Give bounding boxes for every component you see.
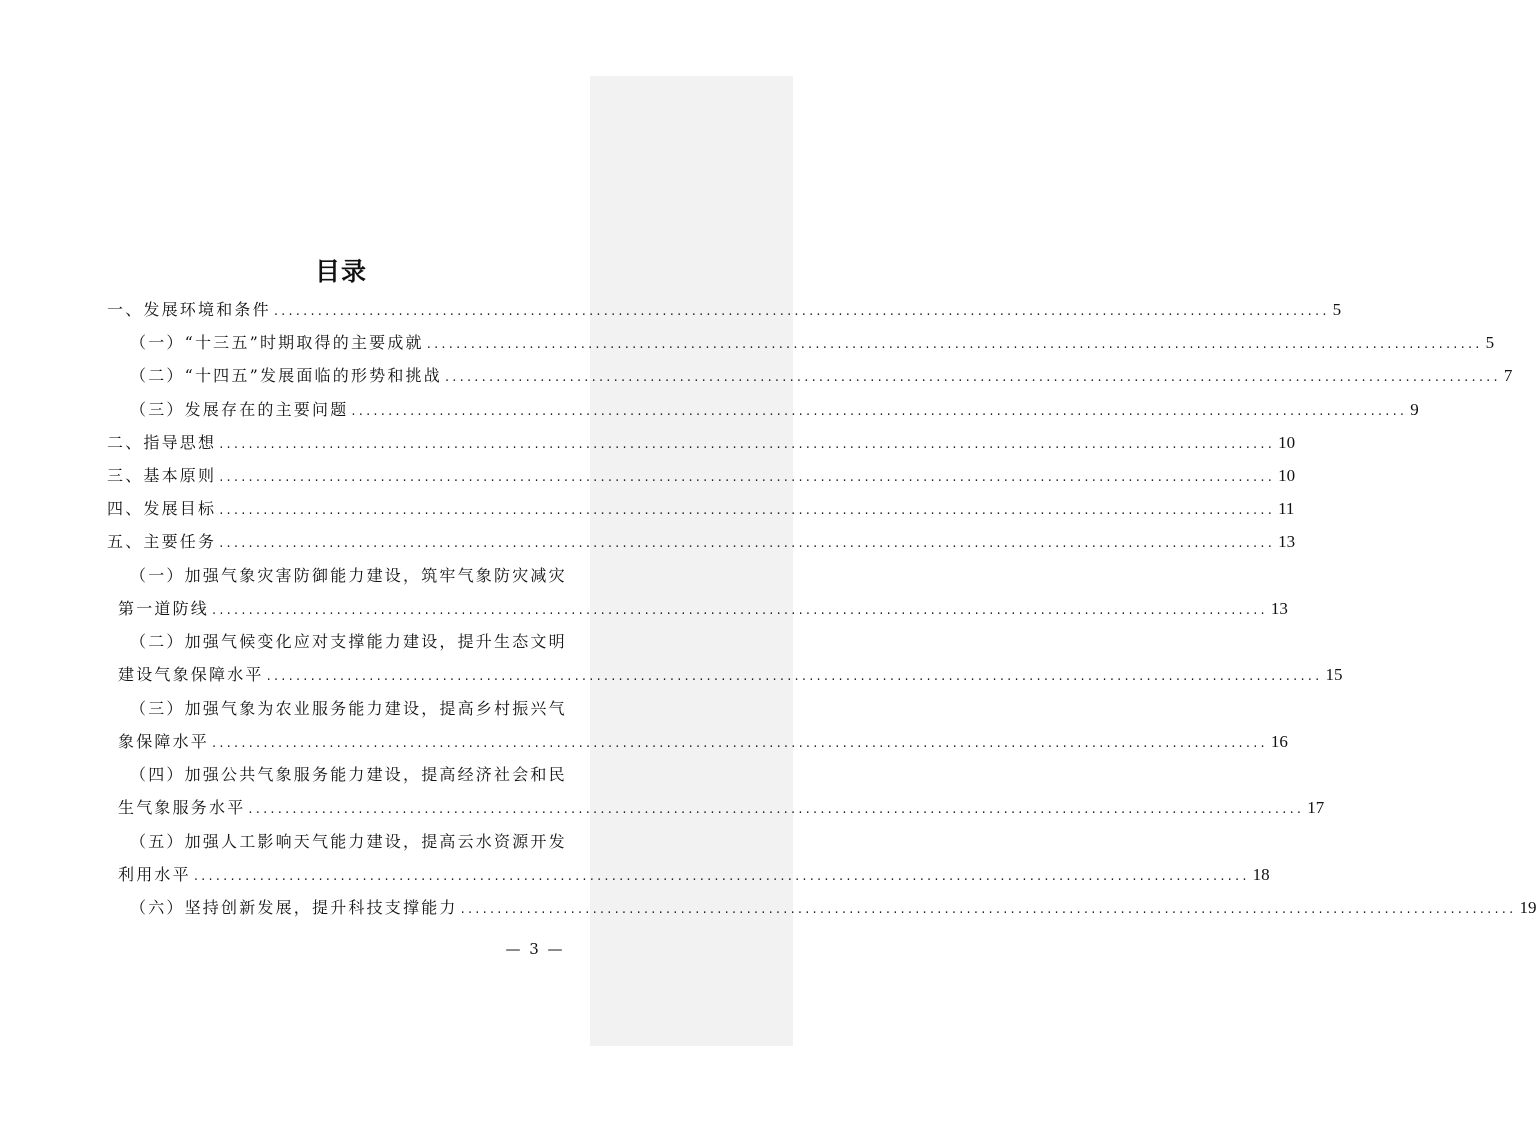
- toc-entry[interactable]: [107, 298, 1342, 322]
- toc-entry-label: 生气象服务水平: [118, 798, 246, 817]
- toc-entry-first-line[interactable]: （三）加强气象为农业服务能力建设，提高乡村振兴气: [130, 699, 567, 718]
- toc-entry-first-line[interactable]: （一）加强气象灾害防御能力建设，筑牢气象防灾减灾: [130, 566, 567, 585]
- toc-entry-page: 18: [1252, 865, 1270, 884]
- toc-entry-page: 10: [1278, 433, 1296, 452]
- toc-leader-dots: ................................................................................................................................................: [212, 603, 1268, 618]
- toc-entry-page: 13: [1270, 599, 1288, 618]
- toc-entry-label: 一、发展环境和条件: [107, 300, 271, 319]
- toc-leader-dots: ................................................................................................................................................: [219, 503, 1276, 518]
- toc-leader-dots: ................................................................................................................................................: [273, 304, 1330, 319]
- toc-entry[interactable]: [118, 796, 1325, 820]
- toc-entry-label: 建设气象保障水平: [118, 665, 264, 684]
- toc-entry[interactable]: [107, 464, 1296, 488]
- toc-entry-label: 利用水平: [118, 865, 191, 884]
- toc-entry-label: 三、基本原则: [107, 466, 217, 485]
- toc-entry[interactable]: [118, 663, 1343, 687]
- toc-entry-page: 11: [1278, 499, 1295, 518]
- toc-entry[interactable]: [118, 730, 1288, 754]
- toc-entry-label: （六）坚持创新发展，提升科技支撑能力: [130, 898, 458, 917]
- toc-entry-label: 四、发展目标: [107, 499, 217, 518]
- toc-entry-page: 15: [1325, 665, 1343, 684]
- toc-leader-dots: ................................................................................................................................................: [460, 902, 1517, 917]
- toc-entry-label: 二、指导思想: [107, 433, 217, 452]
- toc-entry-label: 五、主要任务: [107, 532, 217, 551]
- toc-entry-page: 9: [1410, 400, 1419, 419]
- toc-entry[interactable]: [107, 497, 1295, 521]
- toc-entry[interactable]: [118, 597, 1288, 621]
- toc-leader-dots: ................................................................................................................................................: [212, 736, 1268, 751]
- toc-leader-dots: ................................................................................................................................................: [444, 370, 1501, 385]
- toc-leader-dots: ................................................................................................................................................: [219, 470, 1276, 485]
- toc-entry-first-line[interactable]: （五）加强人工影响天气能力建设，提高云水资源开发: [130, 832, 567, 851]
- toc-entry-page: 13: [1278, 532, 1296, 551]
- toc-entry-first-line[interactable]: （四）加强公共气象服务能力建设，提高经济社会和民: [130, 765, 567, 784]
- toc-entry-page: 7: [1503, 366, 1513, 385]
- toc-leader-dots: ................................................................................................................................................: [219, 536, 1276, 551]
- toc-leader-dots: ................................................................................................................................................: [248, 802, 1305, 817]
- toc-entry-page: 10: [1278, 466, 1296, 485]
- toc-leader-dots: ................................................................................................................................................: [193, 869, 1250, 884]
- toc-entry-page: 5: [1485, 333, 1495, 352]
- toc-entry[interactable]: [130, 398, 1419, 422]
- toc-entry-page: 17: [1307, 798, 1325, 817]
- page-number: — 3 —: [505, 940, 565, 958]
- toc-entry[interactable]: [107, 530, 1296, 554]
- toc-leader-dots: ................................................................................................................................................: [266, 669, 1323, 684]
- toc-entry-label: 象保障水平: [118, 732, 210, 751]
- toc-entry[interactable]: [107, 431, 1296, 455]
- toc-entry[interactable]: [130, 364, 1513, 388]
- toc-entry-label: （二）“十四五”发展面临的形势和挑战: [130, 366, 442, 385]
- toc-entry-page: 5: [1332, 300, 1342, 319]
- toc-entry-page: 19: [1519, 898, 1536, 917]
- toc-title: 目录: [314, 257, 367, 286]
- toc-entry-first-line[interactable]: （二）加强气候变化应对支撑能力建设，提升生态文明: [130, 632, 567, 651]
- toc-entry-label: （三）发展存在的主要问题: [130, 400, 349, 419]
- toc-entry[interactable]: [130, 896, 1536, 920]
- toc-leader-dots: ................................................................................................................................................: [426, 337, 1483, 352]
- toc-leader-dots: ................................................................................................................................................: [351, 404, 1408, 419]
- toc-entry-label: （一）“十三五”时期取得的主要成就: [130, 333, 424, 352]
- toc-entry-page: 16: [1270, 732, 1288, 751]
- toc-entry[interactable]: [130, 331, 1495, 355]
- toc-leader-dots: ................................................................................................................................................: [219, 437, 1276, 452]
- toc-entry-label: 第一道防线: [118, 599, 210, 618]
- toc-entry[interactable]: [118, 863, 1270, 887]
